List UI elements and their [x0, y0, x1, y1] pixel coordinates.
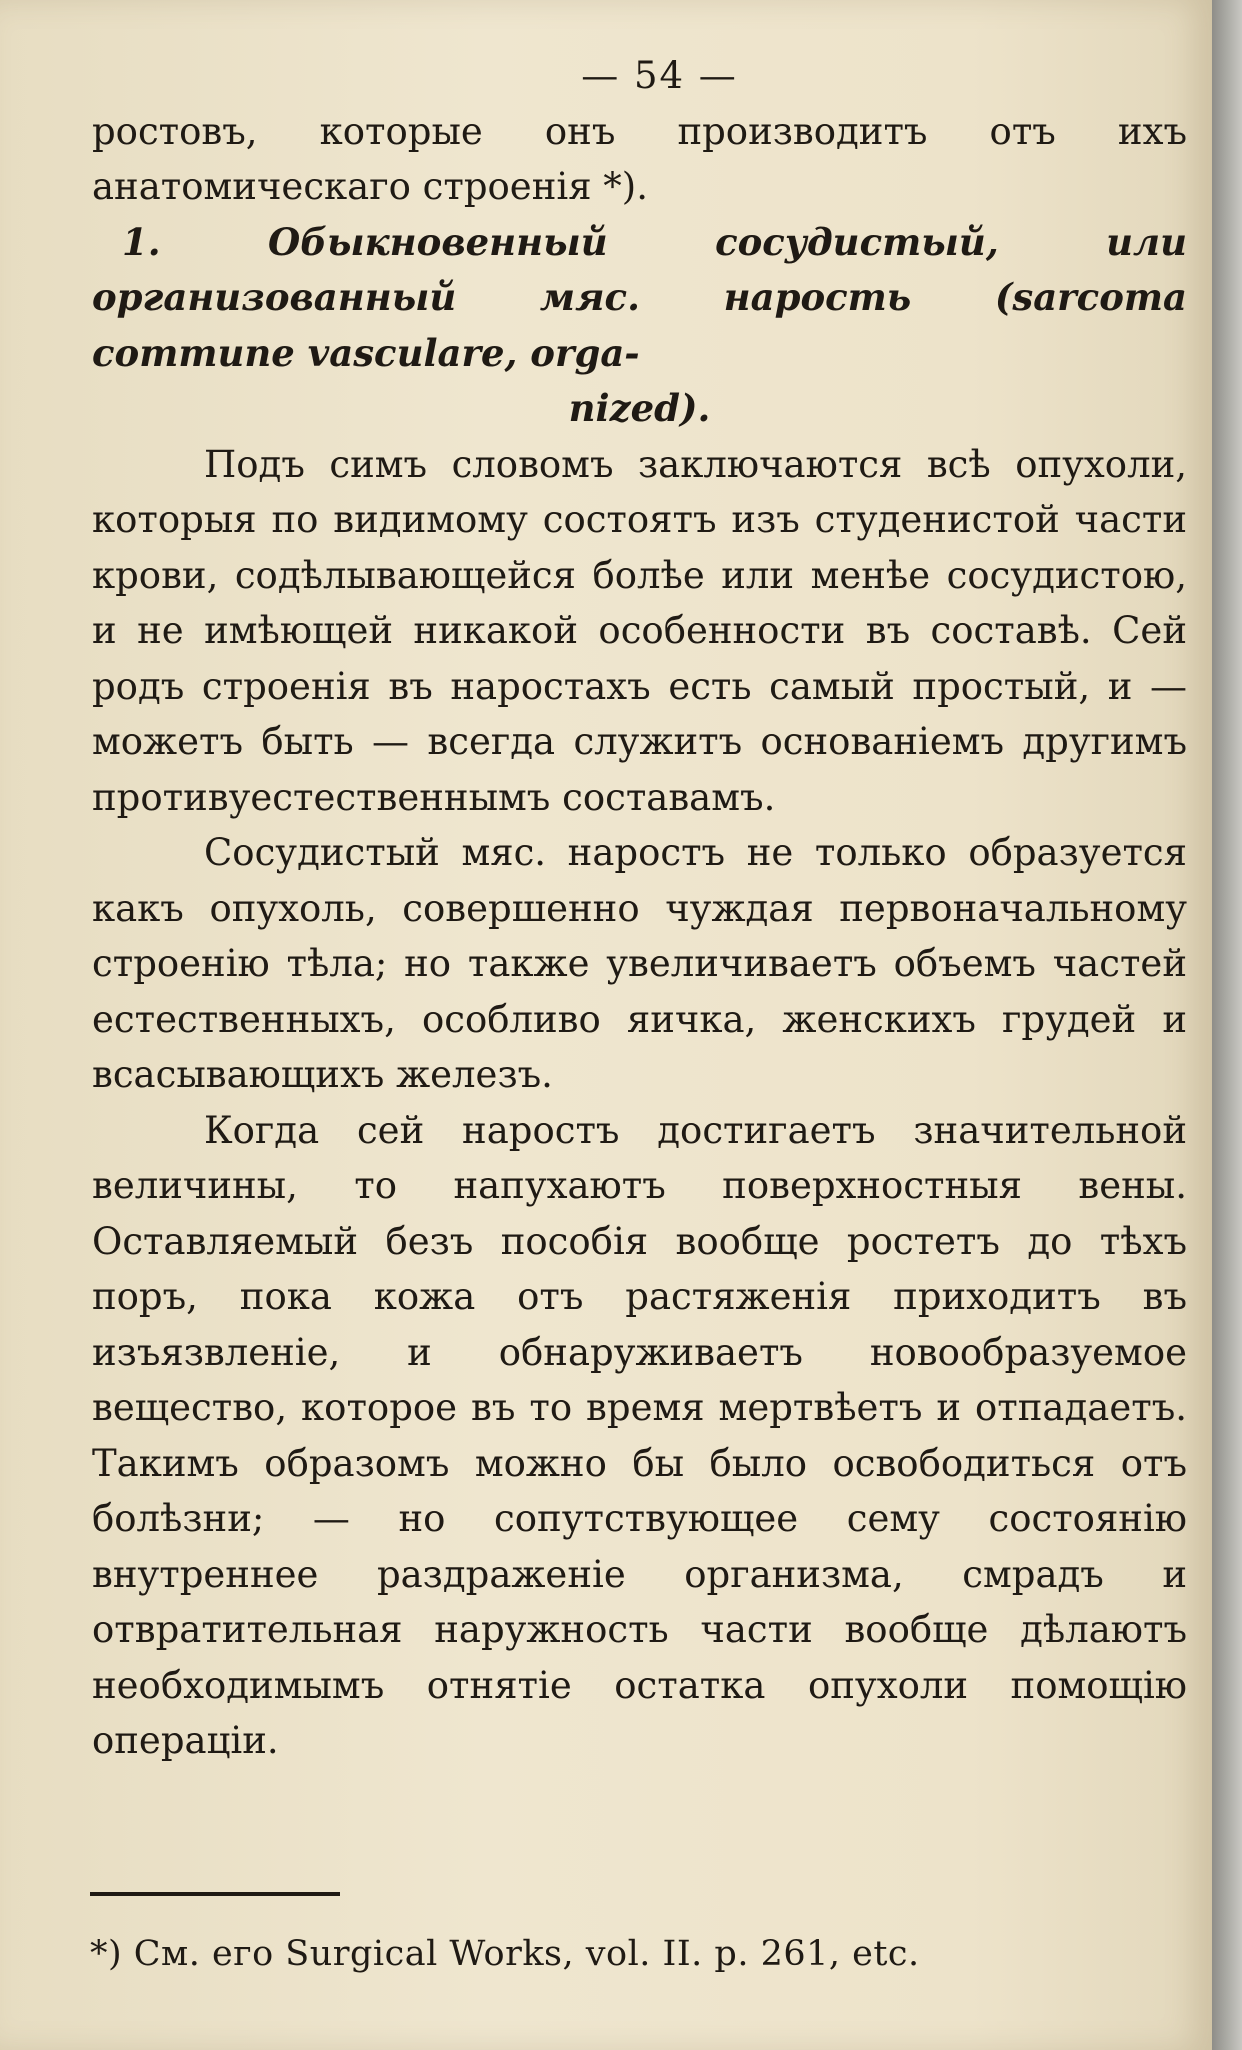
paragraph-2: Сосудистый мяс. наростъ не только образуется какъ опухоль, совершенно чуждая первоначальному строенію тѣла; но также увеличиваетъ объемъ частей естественныхъ, особливо яичка, женскихъ грудей и всасывающихъ железъ. [92, 831, 1187, 1096]
paragraph-3: Когда сей наростъ достигаетъ значительной величины, то напухаютъ поверхностныя вены. Оставляемый безъ пособія вообще ростетъ до тѣхъ поръ, пока кожа отъ растяженія приходитъ въ изъязвленіе, и обнаруживаетъ новообразуемое вещество, которое въ то время мертвѣетъ и отпадаетъ. Такимъ образомъ можно бы было освободиться отъ болѣзни; — но сопутствующее сему состоянію внутреннее раздраженіе организма, смрадъ и отвратительная наружность части вообще дѣлаютъ необходимымъ отнятіе остатка опухоли помощію операціи. [92, 1108, 1187, 1762]
footnote-divider [90, 1892, 340, 1896]
page-body [92, 48, 1187, 1769]
footnote: *) См. его Surgical Works, vol. II. p. 261, etc. [90, 1934, 920, 1974]
paragraph-continuation: ростовъ, которые онъ производитъ отъ ихъ анатомическаго строенія *). [92, 109, 1187, 208]
section-heading-end: nized). [568, 386, 711, 430]
section-heading: 1. Обыкновенный сосудистый, или организованный мяс. нарость (sarcoma commune vasculare, orga- [92, 219, 1187, 375]
page-number: — 54 — [581, 54, 738, 97]
book-gutter [1212, 0, 1242, 2050]
paragraph-1: Подъ симъ словомъ заключаются всѣ опухоли, которыя по видимому состоятъ изъ студенистой части крови, содѣлывающейся болѣе или менѣе сосудистою, и не имѣющей никакой особенности въ составѣ. Сей родъ строенія въ наростахъ есть самый простый, и — можетъ быть — всегда служитъ основаніемъ другимъ противуестественнымъ составамъ. [92, 442, 1187, 819]
